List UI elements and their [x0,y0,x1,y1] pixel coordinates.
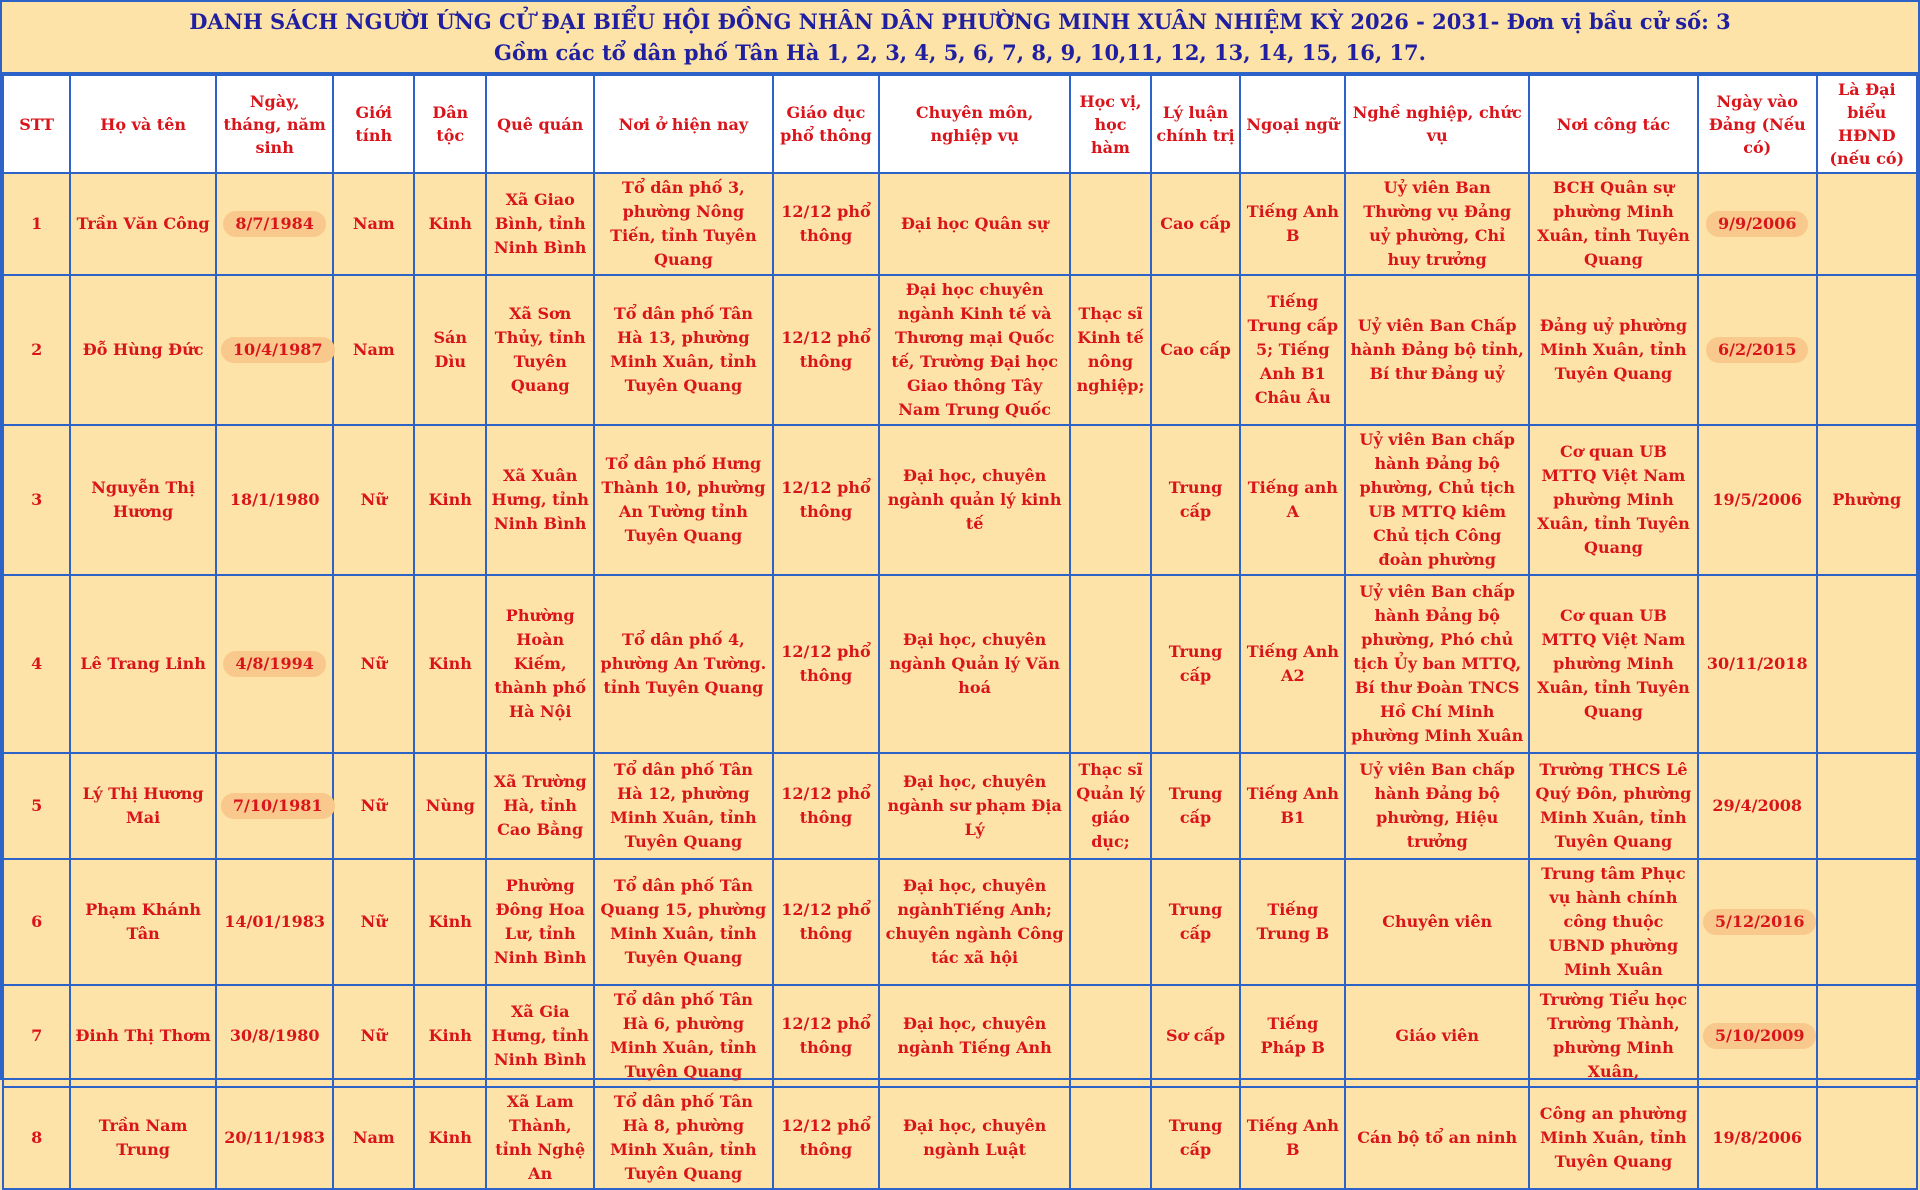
cell-ethnicity: Kinh [414,425,486,575]
party-date-highlight: 5/12/2016 [1703,909,1817,935]
cell-dob: 14/01/1983 [216,859,333,985]
cell-dob: 30/8/1980 [216,985,333,1087]
cell-position: Cán bộ tổ an ninh [1345,1087,1529,1189]
cell-specialty: Đại học, chuyên ngành Luật [879,1087,1070,1189]
cell-language: Tiếng Trung B [1240,859,1345,985]
cell-gender: Nữ [333,575,414,753]
cell-hometown: Xã Trường Hà, tỉnh Cao Bằng [486,753,594,859]
cell-stt: 3 [3,425,70,575]
cell-politics: Trung cấp [1151,425,1240,575]
cell-degree [1070,173,1151,275]
cell-education: 12/12 phổ thông [773,425,879,575]
header-specialty: Chuyên môn, nghiệp vụ [879,75,1070,173]
cell-hometown: Xã Gia Hưng, tỉnh Ninh Bình [486,985,594,1087]
party-date-highlight: 6/2/2015 [1706,337,1808,363]
cell-degree [1070,985,1151,1087]
cell-education: 12/12 phổ thông [773,985,879,1087]
header-position: Nghề nghiệp, chức vụ [1345,75,1529,173]
header-workplace: Nơi công tác [1529,75,1698,173]
cell-dob: 18/1/1980 [216,425,333,575]
cell-language: Tiếng Anh B1 [1240,753,1345,859]
cell-ethnicity: Kinh [414,859,486,985]
cell-language: Tiếng Pháp B [1240,985,1345,1087]
cell-specialty: Đại học, chuyên ngành Quản lý Văn hoá [879,575,1070,753]
cell-workplace: Trường Tiểu học Trường Thành, phường Minh Xuân, [1529,985,1698,1087]
party-date-highlight: 9/9/2006 [1706,211,1808,237]
header-residence: Nơi ở hiện nay [594,75,773,173]
cell-hometown: Xã Lam Thành, tỉnh Nghệ An [486,1087,594,1189]
cell-position: Chuyên viên [1345,859,1529,985]
cell-language: Tiếng Anh B [1240,173,1345,275]
cell-council [1817,859,1917,985]
cell-name: Phạm Khánh Tân [70,859,216,985]
cell-stt: 7 [3,985,70,1087]
cell-party-date [1698,173,1817,275]
header-degree: Học vị, học hàm [1070,75,1151,173]
cell-politics: Cao cấp [1151,275,1240,425]
cell-residence: Tổ dân phố Tân Hà 6, phường Minh Xuân, tỉnh Tuyên Quang [594,985,773,1087]
cell-stt: 8 [3,1087,70,1189]
table-row [3,1087,1917,1189]
cell-stt: 1 [3,173,70,275]
header-language: Ngoại ngữ [1240,75,1345,173]
header-name: Họ và tên [70,75,216,173]
cell-name: Đinh Thị Thơm [70,985,216,1087]
cell-language: Tiếng Anh B [1240,1087,1345,1189]
cell-hometown: Phường Đông Hoa Lư, tỉnh Ninh Bình [486,859,594,985]
cell-ethnicity: Nùng [414,753,486,859]
cell-dob: 20/11/1983 [216,1087,333,1189]
dob-highlight: 10/4/1987 [221,337,335,363]
cell-education: 12/12 phổ thông [773,575,879,753]
cell-gender: Nam [333,275,414,425]
cell-politics: Trung cấp [1151,575,1240,753]
cell-position: Uỷ viên Ban Thường vụ Đảng uỷ phường, Chỉ huy trưởng [1345,173,1529,275]
cell-council [1817,575,1917,753]
cell-gender: Nữ [333,985,414,1087]
cell-workplace: Đảng uỷ phường Minh Xuân, tỉnh Tuyên Quang [1529,275,1698,425]
cell-hometown: Phường Hoàn Kiếm, thành phố Hà Nội [486,575,594,753]
cell-education: 12/12 phổ thông [773,859,879,985]
cell-residence: Tổ dân phố Hưng Thành 10, phường An Tường tỉnh Tuyên Quang [594,425,773,575]
cell-education: 12/12 phổ thông [773,275,879,425]
cell-hometown: Xã Xuân Hưng, tỉnh Ninh Bình [486,425,594,575]
cell-education: 12/12 phổ thông [773,753,879,859]
header-hometown: Quê quán [486,75,594,173]
header-stt: STT [3,75,70,173]
cell-position: Uỷ viên Ban chấp hành Đảng bộ phường, Phó chủ tịch Ủy ban MTTQ, Bí thư Đoàn TNCS Hồ Chí Minh phường Minh Xuân [1345,575,1529,753]
dob-highlight: 7/10/1981 [221,793,335,819]
header-gender: Giới tính [333,75,414,173]
cell-residence: Tổ dân phố Tân Hà 8, phường Minh Xuân, tỉnh Tuyên Quang [594,1087,773,1189]
table-row [3,173,1917,275]
cell-gender: Nữ [333,753,414,859]
cell-council [1817,1087,1917,1189]
cell-stt: 2 [3,275,70,425]
cell-degree [1070,859,1151,985]
title-line-1: DANH SÁCH NGƯỜI ỨNG CỬ ĐẠI BIỂU HỘI ĐỒNG NHÂN DÂN PHƯỜNG MINH XUÂN NHIỆM KỲ 2026 - 2031- Đơn vị bầu cử số: 3 [189,9,1731,34]
title-block [2,2,1918,74]
cell-gender: Nữ [333,859,414,985]
cell-council [1817,173,1917,275]
cell-position: Uỷ viên Ban chấp hành Đảng bộ phường, Hiệu trưởng [1345,753,1529,859]
cell-workplace: Cơ quan UB MTTQ Việt Nam phường Minh Xuân, tỉnh Tuyên Quang [1529,425,1698,575]
cell-specialty: Đại học, chuyên ngànhTiếng Anh; chuyên ngành Công tác xã hội [879,859,1070,985]
cell-party-date: 19/8/2006 [1698,1087,1817,1189]
party-date-highlight: 5/10/2009 [1703,1023,1817,1049]
cell-gender: Nữ [333,425,414,575]
cell-ethnicity: Kinh [414,1087,486,1189]
cell-education: 12/12 phổ thông [773,1087,879,1189]
cell-ethnicity: Sán Dìu [414,275,486,425]
cell-council [1817,753,1917,859]
header-politics: Lý luận chính trị [1151,75,1240,173]
cell-residence: Tổ dân phố Tân Hà 13, phường Minh Xuân, tỉnh Tuyên Quang [594,275,773,425]
cell-workplace: Trung tâm Phục vụ hành chính công thuộc UBND phường Minh Xuân [1529,859,1698,985]
header-education: Giáo dục phổ thông [773,75,879,173]
cell-residence: Tổ dân phố 3, phường Nông Tiến, tỉnh Tuyên Quang [594,173,773,275]
cell-stt: 6 [3,859,70,985]
table-row [3,575,1917,753]
cell-gender: Nam [333,1087,414,1189]
cell-specialty: Đại học, chuyên ngành sư phạm Địa Lý [879,753,1070,859]
cell-party-date: 29/4/2008 [1698,753,1817,859]
cell-name: Lý Thị Hương Mai [70,753,216,859]
cell-name: Trần Văn Công [70,173,216,275]
cell-gender: Nam [333,173,414,275]
cell-position: Uỷ viên Ban chấp hành Đảng bộ phường, Chủ tịch UB MTTQ kiêm Chủ tịch Công đoàn phường [1345,425,1529,575]
cell-party-date [1698,985,1817,1087]
title-line-2: Gồm các tổ dân phố Tân Hà 1, 2, 3, 4, 5, 6, 7, 8, 9, 10,11, 12, 13, 14, 15, 16, 17. [494,40,1426,65]
cell-name: Trần Nam Trung [70,1087,216,1189]
cell-party-date [1698,275,1817,425]
cell-party-date: 30/11/2018 [1698,575,1817,753]
cell-language: Tiếng Trung cấp 5; Tiếng Anh B1 Châu Âu [1240,275,1345,425]
header-ethnicity: Dân tộc [414,75,486,173]
cell-name: Đỗ Hùng Đức [70,275,216,425]
cell-ethnicity: Kinh [414,173,486,275]
cell-ethnicity: Kinh [414,985,486,1087]
table-row [3,425,1917,575]
cell-dob [216,275,333,425]
header-dob: Ngày, tháng, năm sinh [216,75,333,173]
cell-name: Nguyễn Thị Hương [70,425,216,575]
cell-residence: Tổ dân phố Tân Hà 12, phường Minh Xuân, tỉnh Tuyên Quang [594,753,773,859]
cell-degree [1070,575,1151,753]
cell-council: Phường [1817,425,1917,575]
cell-dob [216,575,333,753]
cell-language: Tiếng Anh A2 [1240,575,1345,753]
header-council: Là Đại biểu HĐND (nếu có) [1817,75,1917,173]
cell-residence: Tổ dân phố Tân Quang 15, phường Minh Xuân, tỉnh Tuyên Quang [594,859,773,985]
table-row [3,985,1917,1087]
cell-degree: Thạc sĩ Kinh tế nông nghiệp; [1070,275,1151,425]
cell-stt: 5 [3,753,70,859]
dob-highlight: 4/8/1994 [223,651,325,677]
cell-hometown: Xã Giao Bình, tỉnh Ninh Bình [486,173,594,275]
cell-workplace: Cơ quan UB MTTQ Việt Nam phường Minh Xuân, tỉnh Tuyên Quang [1529,575,1698,753]
cell-degree [1070,425,1151,575]
cell-position: Giáo viên [1345,985,1529,1087]
cell-dob [216,173,333,275]
cell-degree [1070,1087,1151,1189]
cell-specialty: Đại học Quân sự [879,173,1070,275]
cell-dob [216,753,333,859]
table-row [3,859,1917,985]
dob-highlight: 8/7/1984 [223,211,325,237]
cell-politics: Trung cấp [1151,753,1240,859]
cell-politics: Trung cấp [1151,859,1240,985]
cell-council [1817,985,1917,1087]
table-row [3,753,1917,859]
cell-position: Uỷ viên Ban Chấp hành Đảng bộ tỉnh, Bí thư Đảng uỷ [1345,275,1529,425]
cell-council [1817,275,1917,425]
header-party-date: Ngày vào Đảng (Nếu có) [1698,75,1817,173]
candidate-table [2,74,1918,1190]
header-row [3,75,1917,173]
cell-politics: Cao cấp [1151,173,1240,275]
cell-stt: 4 [3,575,70,753]
cell-ethnicity: Kinh [414,575,486,753]
cell-politics: Trung cấp [1151,1087,1240,1189]
cell-workplace: Công an phường Minh Xuân, tỉnh Tuyên Quang [1529,1087,1698,1189]
cell-residence: Tổ dân phố 4, phường An Tường. tỉnh Tuyên Quang [594,575,773,753]
cell-specialty: Đại học, chuyên ngành quản lý kinh tế [879,425,1070,575]
cell-specialty: Đại học, chuyên ngành Tiếng Anh [879,985,1070,1087]
table-row [3,275,1917,425]
cell-name: Lê Trang Linh [70,575,216,753]
cell-party-date [1698,859,1817,985]
cell-hometown: Xã Sơn Thủy, tỉnh Tuyên Quang [486,275,594,425]
cell-workplace: BCH Quân sự phường Minh Xuân, tỉnh Tuyên Quang [1529,173,1698,275]
cell-degree: Thạc sĩ Quản lý giáo dục; [1070,753,1151,859]
cell-language: Tiếng anh A [1240,425,1345,575]
cell-party-date: 19/5/2006 [1698,425,1817,575]
cell-education: 12/12 phổ thông [773,173,879,275]
cell-specialty: Đại học chuyên ngành Kinh tế và Thương mại Quốc tế, Trường Đại học Giao thông Tây Nam Trung Quốc [879,275,1070,425]
cell-politics: Sơ cấp [1151,985,1240,1087]
cell-workplace: Trường THCS Lê Quý Đôn, phường Minh Xuân, tỉnh Tuyên Quang [1529,753,1698,859]
